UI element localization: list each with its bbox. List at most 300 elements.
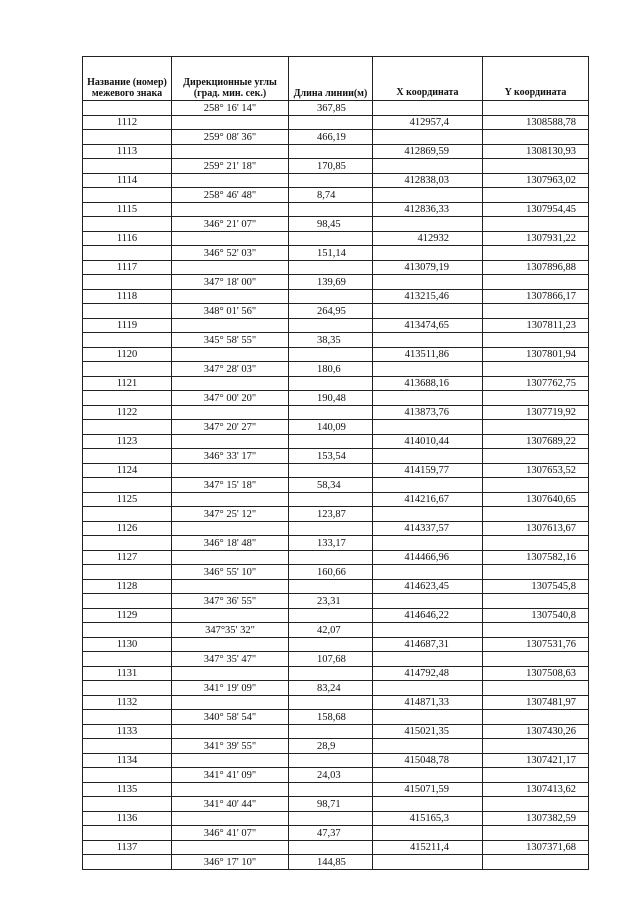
blank-cell [373,478,483,493]
x-coordinate: 414646,22 [373,609,483,623]
mark-name: 1131 [83,667,172,681]
mark-row [83,696,589,710]
mark-name: 1137 [83,841,172,855]
blank-cell [483,652,589,667]
blank-cell [373,536,483,551]
segment-length: 123,87 [289,507,373,522]
x-coordinate: 413215,46 [373,290,483,304]
blank-cell [83,130,172,145]
x-coordinate: 414623,45 [373,580,483,594]
mark-row [83,116,589,130]
mark-name: 1124 [83,464,172,478]
segment-angle: 341° 41' 09" [172,768,289,783]
segment-row [83,159,589,174]
segment-row [83,507,589,522]
blank-cell [172,551,289,565]
segment-length: 24,03 [289,768,373,783]
segment-row [83,855,589,870]
blank-cell [483,739,589,754]
blank-cell [172,145,289,159]
blank-cell [172,348,289,362]
segment-angle: 347° 15' 18" [172,478,289,493]
segment-row [83,826,589,841]
blank-cell [172,783,289,797]
blank-cell [483,710,589,725]
mark-name: 1122 [83,406,172,420]
blank-cell [373,246,483,261]
segment-row [83,188,589,203]
blank-cell [483,594,589,609]
blank-cell [373,391,483,406]
mark-name: 1121 [83,377,172,391]
segment-length: 140,09 [289,420,373,435]
segment-length: 107,68 [289,652,373,667]
segment-angle: 347° 00' 20" [172,391,289,406]
x-coordinate: 413688,16 [373,377,483,391]
mark-name: 1118 [83,290,172,304]
mark-row [83,812,589,826]
y-coordinate: 1307719,92 [483,406,589,420]
mark-row [83,609,589,623]
segment-length: 170,85 [289,159,373,174]
mark-name: 1130 [83,638,172,652]
segment-angle: 348° 01' 56" [172,304,289,319]
blank-cell [373,739,483,754]
segment-row [83,304,589,319]
blank-cell [483,449,589,464]
blank-cell [373,420,483,435]
blank-cell [172,435,289,449]
blank-cell [172,319,289,333]
segment-length: 190,48 [289,391,373,406]
mark-name: 1113 [83,145,172,159]
y-coordinate: 1308130,93 [483,145,589,159]
segment-length: 466,19 [289,130,373,145]
x-coordinate: 412836,33 [373,203,483,217]
segment-angle: 347° 28' 03" [172,362,289,377]
segment-angle: 341° 40' 44" [172,797,289,812]
segment-length: 98,71 [289,797,373,812]
segment-row [83,101,589,116]
blank-cell [83,420,172,435]
segment-row [83,652,589,667]
mark-row [83,406,589,420]
mark-name: 1135 [83,783,172,797]
blank-cell [172,754,289,768]
blank-cell [483,826,589,841]
segment-angle: 347°35' 32" [172,623,289,638]
mark-row [83,435,589,449]
x-coordinate: 412838,03 [373,174,483,188]
blank-cell [373,101,483,116]
blank-cell [83,739,172,754]
blank-cell [83,768,172,783]
mark-row [83,522,589,536]
mark-row [83,667,589,681]
blank-cell [289,493,373,507]
y-coordinate: 1307896,88 [483,261,589,275]
segment-row [83,768,589,783]
blank-cell [83,565,172,580]
blank-cell [83,652,172,667]
x-coordinate: 415021,35 [373,725,483,739]
blank-cell [483,304,589,319]
blank-cell [172,377,289,391]
segment-row [83,536,589,551]
segment-length: 153,54 [289,449,373,464]
blank-cell [483,159,589,174]
mark-row [83,725,589,739]
mark-row [83,464,589,478]
header-y-coordinate: Y координата [483,57,589,101]
header-x-coordinate: X координата [373,57,483,101]
segment-length: 23,31 [289,594,373,609]
segment-length: 160,66 [289,565,373,580]
x-coordinate: 413511,86 [373,348,483,362]
y-coordinate: 1308588,78 [483,116,589,130]
y-coordinate: 1307866,17 [483,290,589,304]
mark-name: 1123 [83,435,172,449]
mark-name: 1134 [83,754,172,768]
mark-name: 1115 [83,203,172,217]
blank-cell [373,565,483,580]
blank-cell [373,652,483,667]
x-coordinate: 414216,67 [373,493,483,507]
segment-angle: 259° 21' 18" [172,159,289,174]
blank-cell [83,101,172,116]
x-coordinate: 413474,65 [373,319,483,333]
y-coordinate: 1307801,94 [483,348,589,362]
blank-cell [83,449,172,464]
blank-cell [83,797,172,812]
blank-cell [289,522,373,536]
segment-row [83,420,589,435]
blank-cell [289,783,373,797]
blank-cell [483,768,589,783]
segment-angle: 346° 18' 48" [172,536,289,551]
y-coordinate: 1307640,65 [483,493,589,507]
blank-cell [483,797,589,812]
blank-cell [83,855,172,870]
blank-cell [483,101,589,116]
blank-cell [172,232,289,246]
blank-cell [83,478,172,493]
y-coordinate: 1307382,59 [483,812,589,826]
segment-length: 133,17 [289,536,373,551]
segment-angle: 258° 46' 48" [172,188,289,203]
blank-cell [373,130,483,145]
mark-name: 1112 [83,116,172,130]
x-coordinate: 412932 [373,232,483,246]
header-line-length: Длина линии(м) [289,57,373,101]
y-coordinate: 1307689,22 [483,435,589,449]
blank-cell [289,116,373,130]
segment-row [83,275,589,290]
blank-cell [373,304,483,319]
blank-cell [373,333,483,348]
blank-cell [289,145,373,159]
mark-name: 1125 [83,493,172,507]
segment-angle: 346° 55' 10" [172,565,289,580]
segment-angle: 259° 08' 36" [172,130,289,145]
segment-row [83,594,589,609]
blank-cell [172,116,289,130]
blank-cell [483,565,589,580]
x-coordinate: 412869,59 [373,145,483,159]
segment-length: 158,68 [289,710,373,725]
blank-cell [373,768,483,783]
blank-cell [172,841,289,855]
blank-cell [289,348,373,362]
blank-cell [373,623,483,638]
y-coordinate: 1307954,45 [483,203,589,217]
blank-cell [172,493,289,507]
blank-cell [289,174,373,188]
boundary-marks-table [82,56,589,870]
segment-angle: 341° 39' 55" [172,739,289,754]
mark-name: 1136 [83,812,172,826]
segment-angle: 346° 52' 03" [172,246,289,261]
blank-cell [483,420,589,435]
blank-cell [172,609,289,623]
mark-name: 1129 [83,609,172,623]
blank-cell [373,681,483,696]
segment-length: 42,07 [289,623,373,638]
mark-name: 1116 [83,232,172,246]
blank-cell [172,580,289,594]
segment-length: 98,45 [289,217,373,232]
segment-row [83,130,589,145]
blank-cell [83,594,172,609]
blank-cell [483,478,589,493]
mark-row [83,551,589,565]
segment-length: 151,14 [289,246,373,261]
segment-row [83,739,589,754]
blank-cell [83,188,172,203]
blank-cell [289,551,373,565]
blank-cell [373,797,483,812]
x-coordinate: 414466,96 [373,551,483,565]
segment-row [83,681,589,696]
segment-length: 180,6 [289,362,373,377]
blank-cell [289,406,373,420]
segment-length: 367,85 [289,101,373,116]
blank-cell [483,188,589,203]
table-body [83,101,589,870]
segment-row [83,797,589,812]
mark-row [83,232,589,246]
segment-length: 8,74 [289,188,373,203]
segment-length: 47,37 [289,826,373,841]
x-coordinate: 415211,4 [373,841,483,855]
x-coordinate: 414687,31 [373,638,483,652]
blank-cell [83,217,172,232]
blank-cell [483,333,589,348]
blank-cell [289,261,373,275]
blank-cell [289,580,373,594]
y-coordinate: 1307430,26 [483,725,589,739]
blank-cell [172,174,289,188]
blank-cell [373,594,483,609]
blank-cell [172,638,289,652]
blank-cell [83,333,172,348]
segment-angle: 346° 17' 10" [172,855,289,870]
blank-cell [289,638,373,652]
mark-row [83,754,589,768]
blank-cell [83,362,172,377]
y-coordinate: 1307540,8 [483,609,589,623]
blank-cell [289,232,373,246]
blank-cell [83,507,172,522]
y-coordinate: 1307762,75 [483,377,589,391]
blank-cell [172,464,289,478]
y-coordinate: 1307371,68 [483,841,589,855]
blank-cell [373,710,483,725]
blank-cell [83,391,172,406]
mark-row [83,638,589,652]
x-coordinate: 415165,3 [373,812,483,826]
blank-cell [373,855,483,870]
segment-angle: 345° 58' 55" [172,333,289,348]
y-coordinate: 1307931,22 [483,232,589,246]
mark-row [83,319,589,333]
blank-cell [289,203,373,217]
blank-cell [373,449,483,464]
blank-cell [483,855,589,870]
segment-length: 264,95 [289,304,373,319]
blank-cell [83,536,172,551]
x-coordinate: 414337,57 [373,522,483,536]
segment-length: 38,35 [289,333,373,348]
mark-row [83,145,589,159]
blank-cell [172,203,289,217]
segment-row [83,478,589,493]
blank-cell [483,246,589,261]
y-coordinate: 1307413,62 [483,783,589,797]
y-coordinate: 1307653,52 [483,464,589,478]
mark-row [83,377,589,391]
blank-cell [83,681,172,696]
mark-row [83,174,589,188]
blank-cell [289,377,373,391]
segment-angle: 347° 18' 00" [172,275,289,290]
blank-cell [289,725,373,739]
mark-row [83,580,589,594]
header-direction-angle: Дирекционные углы (град. мин. сек.) [172,57,289,101]
blank-cell [289,754,373,768]
blank-cell [373,188,483,203]
x-coordinate: 415071,59 [373,783,483,797]
blank-cell [289,435,373,449]
x-coordinate: 413873,76 [373,406,483,420]
y-coordinate: 1307508,63 [483,667,589,681]
blank-cell [373,507,483,522]
blank-cell [289,290,373,304]
x-coordinate: 413079,19 [373,261,483,275]
blank-cell [483,275,589,290]
segment-row [83,710,589,725]
segment-angle: 347° 20' 27" [172,420,289,435]
y-coordinate: 1307481,97 [483,696,589,710]
mark-row [83,290,589,304]
mark-row [83,203,589,217]
blank-cell [83,623,172,638]
mark-row [83,348,589,362]
table-header-row [83,57,589,101]
blank-cell [373,275,483,290]
segment-length: 58,34 [289,478,373,493]
blank-cell [483,362,589,377]
blank-cell [172,667,289,681]
segment-row [83,449,589,464]
blank-cell [289,464,373,478]
mark-row [83,493,589,507]
blank-cell [483,681,589,696]
blank-cell [483,536,589,551]
blank-cell [373,217,483,232]
x-coordinate: 414159,77 [373,464,483,478]
segment-angle: 347° 36' 55" [172,594,289,609]
mark-name: 1119 [83,319,172,333]
blank-cell [289,319,373,333]
blank-cell [172,261,289,275]
segment-row [83,246,589,261]
segment-angle: 341° 19' 09" [172,681,289,696]
blank-cell [483,507,589,522]
blank-cell [289,812,373,826]
mark-name: 1132 [83,696,172,710]
mark-name: 1133 [83,725,172,739]
segment-angle: 347° 35' 47" [172,652,289,667]
y-coordinate: 1307545,8 [483,580,589,594]
y-coordinate: 1307531,76 [483,638,589,652]
blank-cell [172,290,289,304]
mark-name: 1126 [83,522,172,536]
y-coordinate: 1307963,02 [483,174,589,188]
x-coordinate: 414010,44 [373,435,483,449]
blank-cell [289,609,373,623]
blank-cell [172,812,289,826]
blank-cell [172,406,289,420]
segment-length: 139,69 [289,275,373,290]
blank-cell [289,667,373,681]
mark-name: 1128 [83,580,172,594]
y-coordinate: 1307811,23 [483,319,589,333]
blank-cell [83,304,172,319]
segment-row [83,362,589,377]
segment-angle: 340° 58' 54" [172,710,289,725]
x-coordinate: 414871,33 [373,696,483,710]
x-coordinate: 412957,4 [373,116,483,130]
blank-cell [483,130,589,145]
segment-row [83,623,589,638]
segment-row [83,217,589,232]
segment-row [83,565,589,580]
y-coordinate: 1307613,67 [483,522,589,536]
segment-row [83,391,589,406]
blank-cell [83,159,172,174]
mark-name: 1127 [83,551,172,565]
blank-cell [83,275,172,290]
mark-row [83,841,589,855]
blank-cell [483,391,589,406]
header-mark-name: Название (номер) межевого знака [83,57,172,101]
segment-length: 28,9 [289,739,373,754]
mark-name: 1114 [83,174,172,188]
segment-row [83,333,589,348]
mark-row [83,261,589,275]
segment-angle: 258° 16' 14" [172,101,289,116]
